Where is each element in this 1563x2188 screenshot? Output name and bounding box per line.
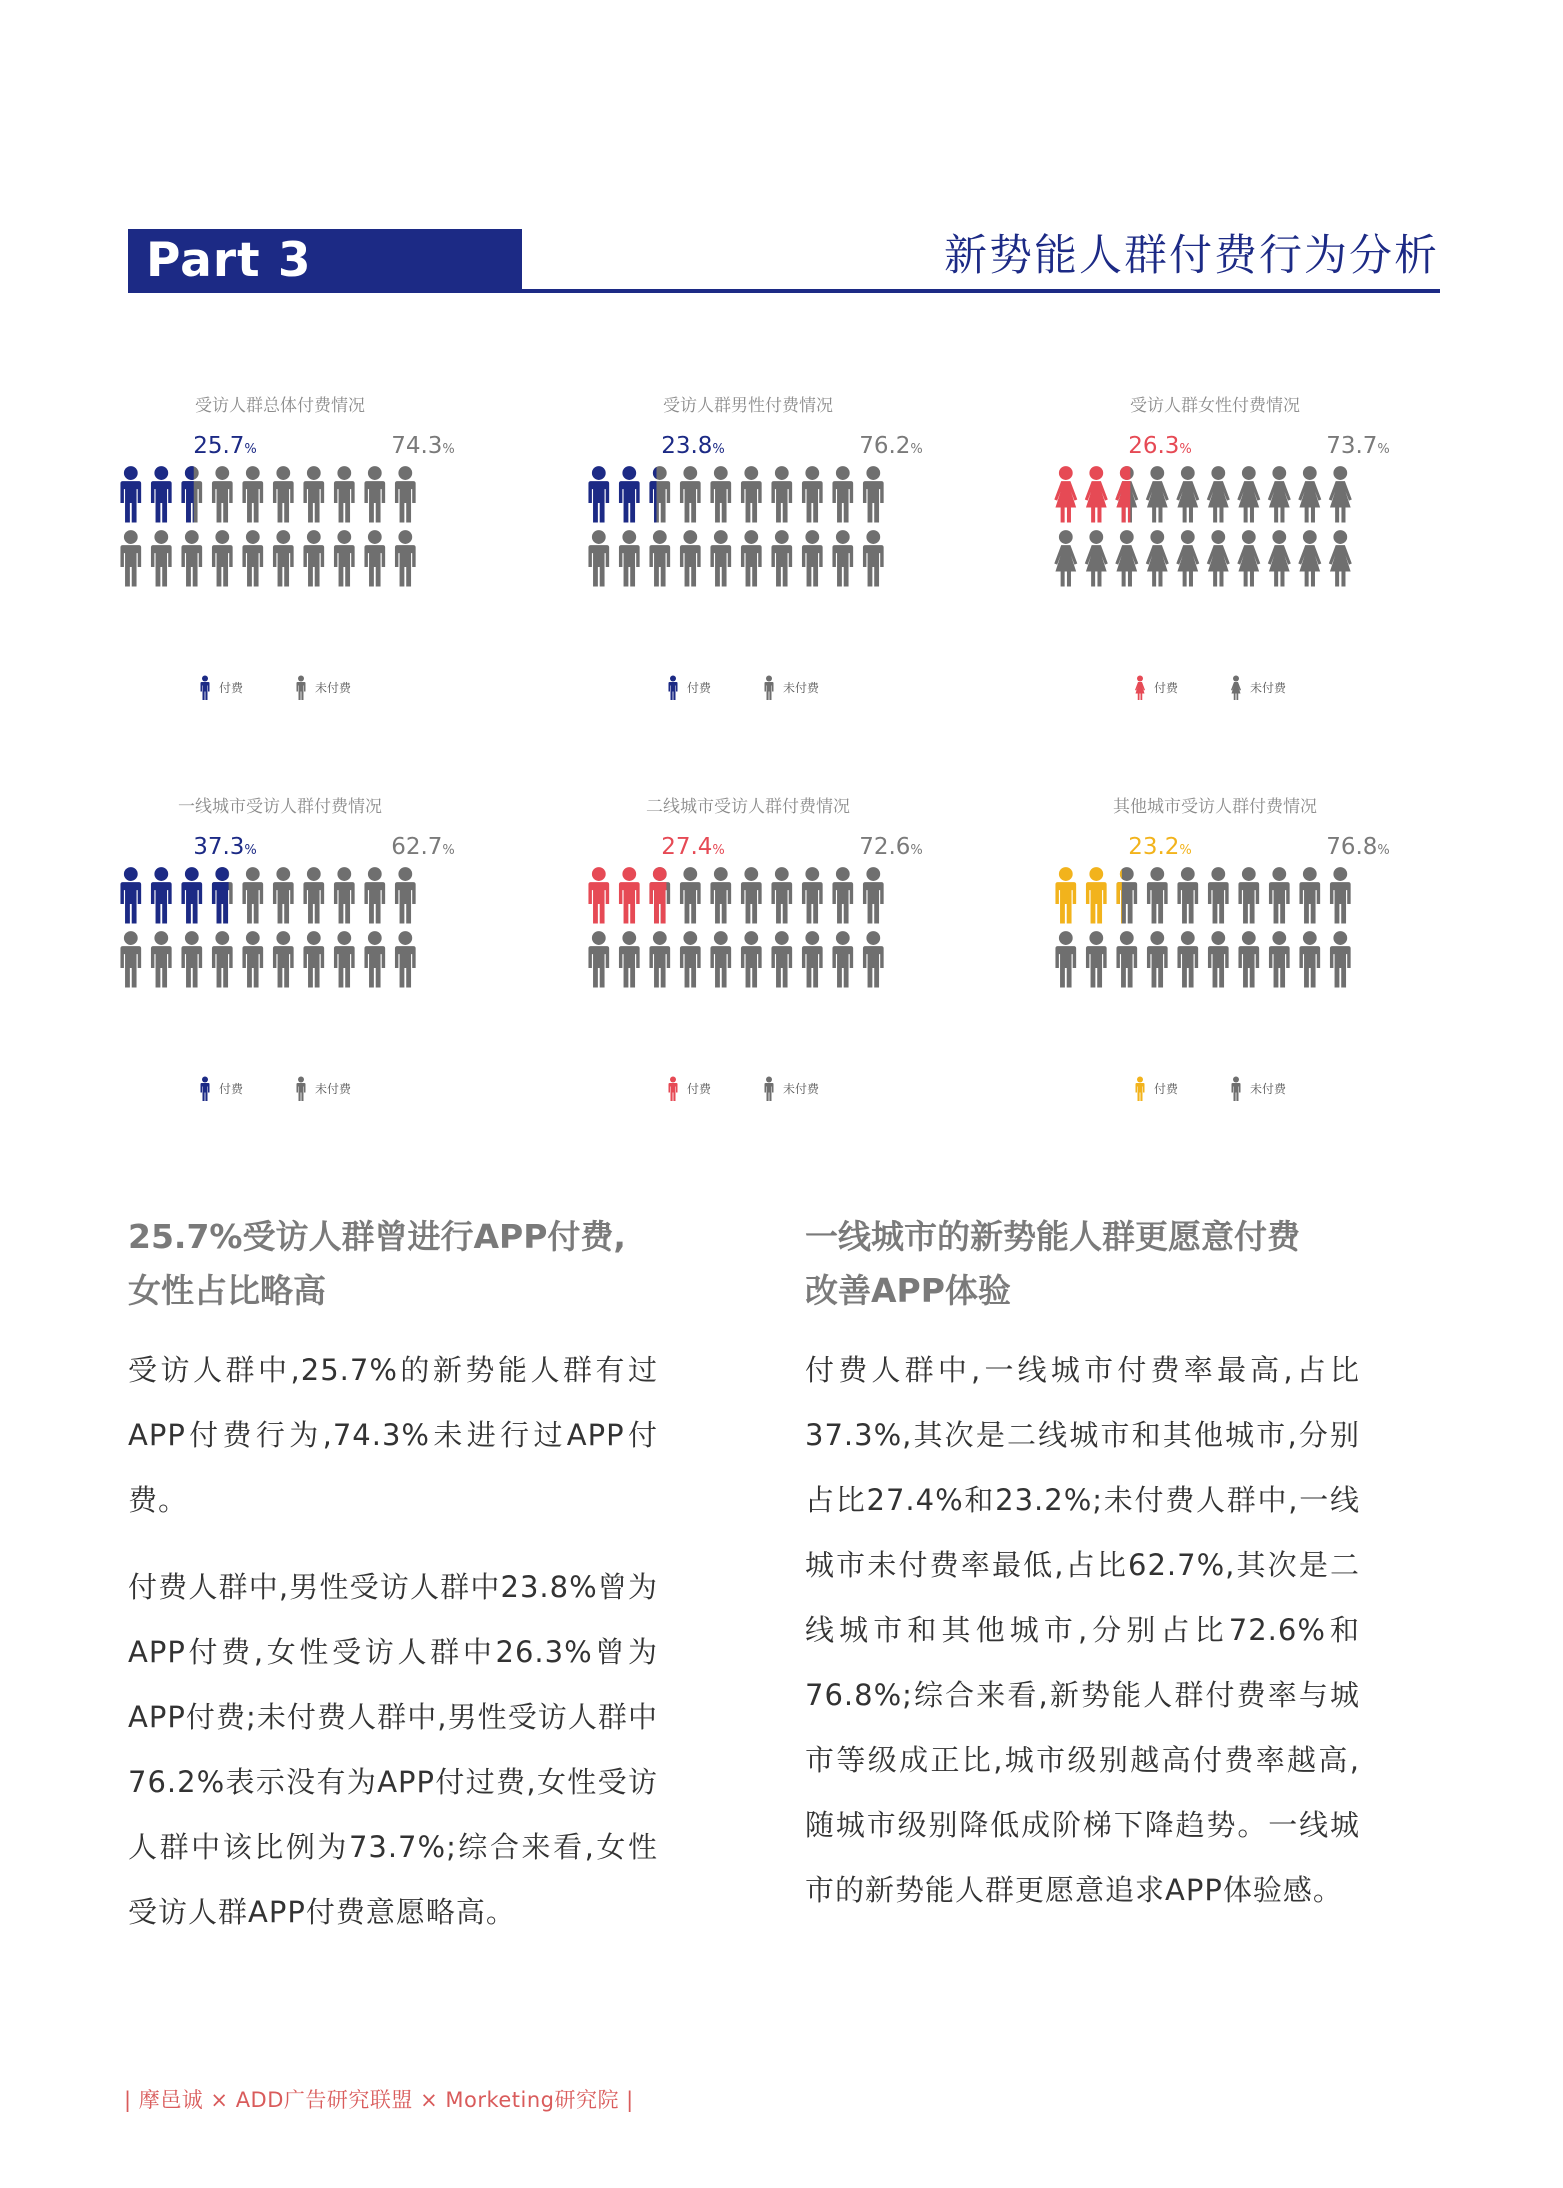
male-person-icon [242,466,263,522]
male-person-icon [273,530,294,586]
male-person-icon [242,530,263,586]
left-heading-line2: 女性占比略高 [128,1271,326,1310]
legend-unpaid-icon [1232,1077,1241,1102]
male-person-icon [1116,867,1137,923]
female-person-icon [1085,530,1108,586]
male-person-icon [863,867,884,923]
male-person-icon [680,466,701,522]
male-person-icon [649,931,670,987]
legend-unpaid-label: 未付费 [783,1082,820,1096]
male-person-icon [1238,867,1259,923]
male-person-icon [303,867,324,923]
male-person-icon [151,931,172,987]
female-person-icon [1146,466,1169,522]
female-person-icon [1329,466,1352,522]
male-person-icon [1299,931,1320,987]
male-person-icon [1147,867,1168,923]
male-person-icon [1177,867,1198,923]
male-person-icon [364,867,385,923]
male-person-icon [680,867,701,923]
legend-paid-label: 付费 [1154,681,1179,695]
unpaid-percent-label: 76.2% [859,433,923,459]
female-person-icon [1054,530,1077,586]
male-person-icon [334,867,355,923]
right-heading-line1: 一线城市的新势能人群更愿意付费 [805,1217,1300,1256]
paid-percent-label: 23.8% [661,433,725,459]
pictograph-svg [1040,385,1480,765]
male-person-icon [771,867,792,923]
male-person-icon [181,931,202,987]
chart-title: 受访人群总体付费情况 [195,396,365,416]
legend-paid-icon [1136,1077,1145,1102]
male-person-icon [1055,867,1076,923]
male-person-icon [771,530,792,586]
legend-paid-icon [201,1077,210,1102]
legend-paid-icon [669,676,678,701]
male-person-icon [710,867,731,923]
male-person-icon [802,466,823,522]
female-person-icon [1054,466,1077,522]
male-person-icon [364,466,385,522]
male-person-icon [303,931,324,987]
male-person-icon [619,931,640,987]
part-label: Part 3 [146,233,312,288]
female-person-icon [1085,466,1108,522]
female-person-icon [1268,530,1291,586]
male-person-icon [741,867,762,923]
male-person-icon [364,931,385,987]
male-person-icon [1330,931,1351,987]
male-person-icon [212,530,233,586]
male-person-icon [151,530,172,586]
male-person-icon [710,466,731,522]
right-heading-line2: 改善APP体验 [805,1271,1011,1310]
male-person-icon [1208,931,1229,987]
legend-unpaid-icon [297,676,306,701]
legend-unpaid-label: 未付费 [1250,1082,1287,1096]
male-person-icon [588,530,609,586]
male-person-icon [212,867,233,923]
legend-unpaid-label: 未付费 [315,681,352,695]
footer-credits: | 摩邑诚 × ADD广告研究联盟 × Morketing研究院 | [124,2088,634,2112]
legend-paid-label: 付费 [687,681,712,695]
legend-unpaid-label: 未付费 [783,681,820,695]
chart-female-payment [1040,385,1480,765]
paid-percent-label: 25.7% [193,433,257,459]
female-person-icon [1298,466,1321,522]
paid-percent-label: 27.4% [661,834,725,860]
male-person-icon [649,466,670,522]
male-person-icon [741,530,762,586]
male-person-icon [120,530,141,586]
male-person-icon [1299,867,1320,923]
chart-title: 一线城市受访人群付费情况 [178,797,382,817]
paid-percent-label: 37.3% [193,834,257,860]
legend-paid-label: 付费 [687,1082,712,1096]
male-person-icon [273,867,294,923]
chart-male-payment [573,385,1013,765]
chart-overall-payment [105,385,545,765]
chart-tier2-city-payment [573,786,1013,1166]
male-person-icon [771,466,792,522]
male-person-icon [212,931,233,987]
legend-paid-label: 付费 [1154,1082,1179,1096]
male-person-icon [771,931,792,987]
unpaid-percent-label: 73.7% [1326,433,1390,459]
female-person-icon [1237,530,1260,586]
legend-paid-icon [1135,676,1145,701]
pictograph-svg [573,385,1013,765]
female-person-icon [1146,530,1169,586]
male-person-icon [863,530,884,586]
male-person-icon [649,867,670,923]
male-person-icon [212,466,233,522]
legend-paid-label: 付费 [219,1082,244,1096]
male-person-icon [1330,867,1351,923]
male-person-icon [588,867,609,923]
chart-other-city-payment [1040,786,1480,1166]
male-person-icon [710,530,731,586]
female-person-icon [1268,466,1291,522]
male-person-icon [1238,931,1259,987]
male-person-icon [1208,867,1229,923]
male-person-icon [1147,931,1168,987]
male-person-icon [1086,867,1107,923]
female-person-icon [1115,530,1138,586]
male-person-icon [863,931,884,987]
male-person-icon [364,530,385,586]
paid-percent-label: 23.2% [1128,834,1192,860]
chart-tier1-city-payment [105,786,545,1166]
male-person-icon [619,530,640,586]
male-person-icon [1086,931,1107,987]
legend-paid-icon [669,1077,678,1102]
unpaid-percent-label: 74.3% [391,433,455,459]
pictograph-svg [105,786,545,1166]
male-person-icon [741,466,762,522]
chart-title: 二线城市受访人群付费情况 [646,797,850,817]
left-heading [128,1210,688,1318]
male-person-icon [1116,931,1137,987]
legend-unpaid-icon [1231,676,1241,701]
male-person-icon [1177,931,1198,987]
female-person-icon [1329,530,1352,586]
male-person-icon [832,530,853,586]
male-person-icon [120,466,141,522]
male-person-icon [334,466,355,522]
male-person-icon [741,931,762,987]
male-person-icon [619,867,640,923]
right-paragraph-1: 付费人群中,一线城市付费率最高,占比37.3%,其次是二线城市和其他城市,分别占比27.4%和23.2%;未付费人群中,一线城市未付费率最低,占比62.7%,其次是二线城市和其他城市,分别占比72.6%和76.8%;综合来看,新势能人群付费率与城市等级成正比,城市级别越高付费率越高,随城市级别降低成阶梯下降趋势。一线城市的新势能人群更愿意追求APP体验感。 [805,1353,1360,1907]
male-person-icon [242,931,263,987]
male-person-icon [588,931,609,987]
left-paragraph-2: 付费人群中,男性受访人群中23.8%曾为APP付费,女性受访人群中26.3%曾为APP付费;未付费人群中,男性受访人群中76.2%表示没有为APP付过费,女性受访人群中该比例为73.7%;综合来看,女性受访人群APP付费意愿略高。 [128,1570,658,1929]
male-person-icon [1269,867,1290,923]
male-person-icon [588,466,609,522]
male-person-icon [649,530,670,586]
male-person-icon [273,466,294,522]
male-person-icon [832,466,853,522]
male-person-icon [1055,931,1076,987]
left-heading-line1: 25.7%受访人群曾进行APP付费, [128,1217,626,1256]
chart-title: 受访人群男性付费情况 [663,396,833,416]
female-person-icon [1207,530,1230,586]
male-person-icon [120,931,141,987]
legend-unpaid-icon [765,1077,774,1102]
female-person-icon [1237,466,1260,522]
right-heading [805,1210,1405,1318]
male-person-icon [151,466,172,522]
legend-paid-label: 付费 [219,681,244,695]
male-person-icon [802,867,823,923]
male-person-icon [334,931,355,987]
unpaid-percent-label: 72.6% [859,834,923,860]
male-person-icon [680,530,701,586]
male-person-icon [151,867,172,923]
unpaid-percent-label: 76.8% [1326,834,1390,860]
male-person-icon [242,867,263,923]
male-person-icon [395,530,416,586]
male-person-icon [303,530,324,586]
male-person-icon [181,867,202,923]
female-person-icon [1176,466,1199,522]
male-person-icon [303,466,324,522]
female-person-icon [1207,466,1230,522]
page-title: 新势能人群付费行为分析 [944,231,1439,281]
chart-title: 其他城市受访人群付费情况 [1113,797,1317,817]
legend-unpaid-icon [765,676,774,701]
male-person-icon [863,466,884,522]
header-divider [128,289,1440,293]
male-person-icon [395,931,416,987]
male-person-icon [1269,931,1290,987]
legend-unpaid-label: 未付费 [1250,681,1287,695]
female-person-icon [1298,530,1321,586]
female-person-icon [1176,530,1199,586]
female-person-icon [1115,466,1138,522]
part-label-box [128,229,522,291]
male-person-icon [710,931,731,987]
male-person-icon [619,466,640,522]
male-person-icon [120,867,141,923]
legend-unpaid-icon [297,1077,306,1102]
male-person-icon [832,867,853,923]
pictograph-svg [573,786,1013,1166]
pictograph-svg [1040,786,1480,1166]
left-paragraph-1: 受访人群中,25.7%的新势能人群有过APP付费行为,74.3%未进行过APP付费。 [128,1353,658,1517]
male-person-icon [273,931,294,987]
male-person-icon [802,931,823,987]
pictograph-svg [105,385,545,765]
unpaid-percent-label: 62.7% [391,834,455,860]
chart-title: 受访人群女性付费情况 [1130,396,1300,416]
legend-paid-icon [201,676,210,701]
male-person-icon [395,867,416,923]
male-person-icon [334,530,355,586]
male-person-icon [181,530,202,586]
male-person-icon [680,931,701,987]
legend-unpaid-label: 未付费 [315,1082,352,1096]
male-person-icon [832,931,853,987]
male-person-icon [802,530,823,586]
male-person-icon [395,466,416,522]
male-person-icon [181,466,202,522]
paid-percent-label: 26.3% [1128,433,1192,459]
